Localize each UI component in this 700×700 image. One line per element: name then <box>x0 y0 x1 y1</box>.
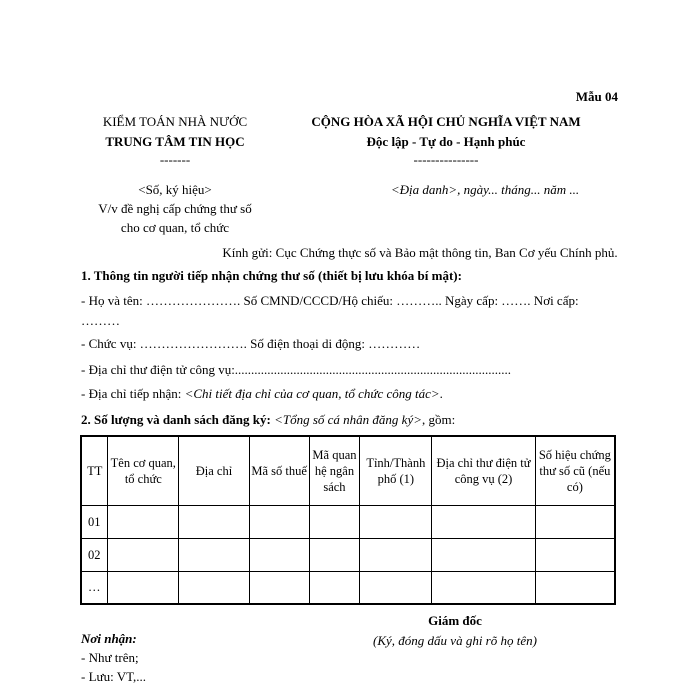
address-prefix: - Địa chỉ tiếp nhận: <box>81 386 185 401</box>
table-cell <box>432 505 535 538</box>
table-cell <box>249 505 309 538</box>
section-1-title: 1. Thông tin người tiếp nhận chứng thư số (thiết bị lưu khóa bí mật): <box>81 268 462 283</box>
national-motto: Độc lập - Tự do - Hạnh phúc <box>366 134 526 149</box>
table-cell <box>108 571 179 604</box>
table-cell <box>249 538 309 571</box>
recipients-label: Nơi nhận: <box>81 631 137 646</box>
section-2-title: 2. Số lượng và danh sách đăng ký: <box>81 412 275 427</box>
recipient-name-line-continued: ……… <box>81 313 120 328</box>
column-header-old-certificate: Số hiệu chứng thư số cũ (nếu có) <box>535 436 615 505</box>
recipient-item: - Lưu: VT,... <box>81 669 147 684</box>
address-suffix: . <box>439 386 443 401</box>
department-name: TRUNG TÂM TIN HỌC <box>105 134 245 149</box>
column-header-tt: TT <box>81 436 108 505</box>
table-cell <box>432 571 535 604</box>
recipient-position-line: - Chức vụ: ……………………. Số điện thoại di động: ………… <box>81 336 421 351</box>
table-cell <box>360 505 432 538</box>
table-row <box>81 571 615 604</box>
recipient-name-line: - Họ và tên: …………………. Số CMND/CCCD/Hộ chiếu: ……….. Ngày cấp: ……. Nơi cấp: <box>81 293 579 308</box>
table-cell <box>535 538 615 571</box>
table-header-row <box>81 436 615 505</box>
table-cell <box>309 505 360 538</box>
signature-title: Giám đốc <box>428 613 482 628</box>
place-and-date: <Địa danh>, ngày... tháng... năm ... <box>390 182 580 197</box>
agency-header <box>80 112 270 168</box>
motto-rule: --------------- <box>413 152 479 167</box>
column-header-tax-code: Mã số thuế <box>249 436 309 505</box>
form-code: Mẫu 04 <box>575 89 618 104</box>
table-row <box>81 505 615 538</box>
table-cell <box>108 538 179 571</box>
document-number: <Số, ký hiệu> <box>138 182 212 197</box>
table-cell <box>360 538 432 571</box>
national-header <box>270 112 622 168</box>
table-cell <box>535 505 615 538</box>
table-cell <box>432 538 535 571</box>
document-subject-line-1: V/v đề nghị cấp chứng thư số <box>98 201 252 216</box>
signature-instruction: (Ký, đóng dấu và ghi rõ họ tên) <box>373 633 537 648</box>
table-cell <box>179 505 250 538</box>
table-row <box>81 538 615 571</box>
column-header-address: Địa chỉ <box>179 436 250 505</box>
document-reference <box>80 180 270 237</box>
address-placeholder: <Chi tiết địa chỉ của cơ quan, tổ chức công tác> <box>184 386 440 401</box>
row-number: 02 <box>81 538 108 571</box>
recipient-email-line: - Địa chỉ thư điện tử công vụ:..................................................................................... <box>81 362 512 377</box>
table-cell <box>309 538 360 571</box>
agency-rule: ------- <box>159 152 191 167</box>
table-cell <box>179 538 250 571</box>
column-header-province: Tỉnh/Thành phố (1) <box>360 436 432 505</box>
section-2-suffix: , gồm: <box>422 412 456 427</box>
registration-count-placeholder: <Tổng số cá nhân đăng ký> <box>274 412 422 427</box>
document-subject-line-2: cho cơ quan, tổ chức <box>120 220 230 235</box>
row-number: 01 <box>81 505 108 538</box>
row-number: … <box>81 571 108 604</box>
column-header-email: Địa chỉ thư điện tử công vụ (2) <box>432 436 535 505</box>
registration-table <box>80 435 616 605</box>
table-cell <box>179 571 250 604</box>
table-cell <box>360 571 432 604</box>
table-cell <box>309 571 360 604</box>
table-cell <box>249 571 309 604</box>
recipient-address-line <box>81 386 443 402</box>
table-cell <box>108 505 179 538</box>
national-title: CỘNG HÒA XÃ HỘI CHỦ NGHĨA VIỆT NAM <box>311 114 581 129</box>
table-cell <box>535 571 615 604</box>
addressee: Kính gửi: Cục Chứng thực số và Bảo mật thông tin, Ban Cơ yếu Chính phủ. <box>222 245 618 260</box>
recipients-block <box>81 629 146 686</box>
recipient-item: - Như trên; <box>81 650 139 665</box>
signature-block <box>300 611 610 651</box>
section-2-title-line <box>81 412 455 428</box>
agency-name: KIỂM TOÁN NHÀ NƯỚC <box>102 114 248 129</box>
column-header-budget-code: Mã quan hệ ngân sách <box>309 436 360 505</box>
column-header-organization: Tên cơ quan, tổ chức <box>108 436 179 505</box>
